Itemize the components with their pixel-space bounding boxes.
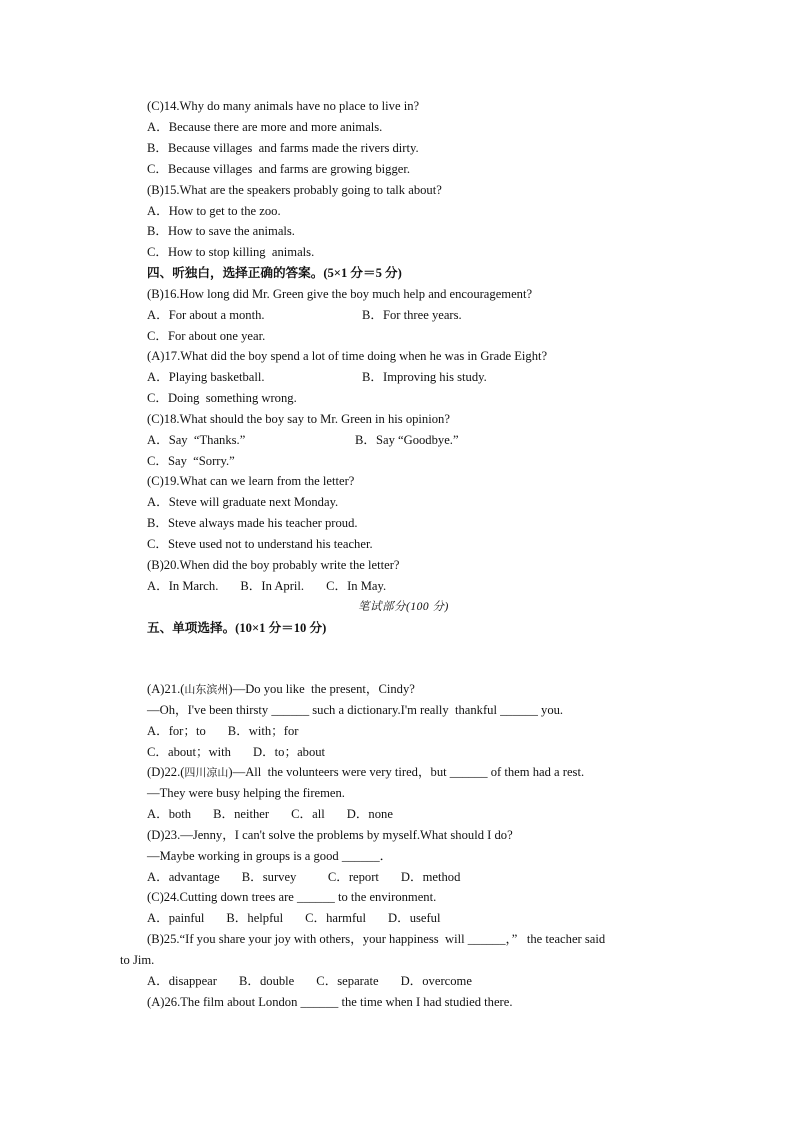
section-4-heading: 四、听独白，选择正确的答案。(5×1 分＝5 分) bbox=[147, 266, 402, 280]
option-18b: B．Say “Goodbye.” bbox=[355, 433, 459, 447]
options-24: A．painful B．helpful C．harmful D．useful bbox=[147, 911, 441, 925]
written-part-subtitle: 笔试部分(100 分) bbox=[358, 601, 449, 613]
question-23-line2: —Maybe working in groups is a good ______． bbox=[147, 849, 393, 863]
question-19: (C)19.What can we learn from the letter? bbox=[147, 474, 355, 488]
options-21ab: A．for；to B．with；for bbox=[147, 724, 299, 738]
question-20: (B)20.When did the boy probably write the letter? bbox=[147, 558, 400, 572]
question-source: 山东滨州 bbox=[184, 683, 229, 696]
question-17: (A)17.What did the boy spend a lot of time doing when he was in Grade Eight? bbox=[147, 349, 548, 363]
question-22-line2: —They were busy helping the firemen. bbox=[147, 786, 345, 800]
question-21 bbox=[147, 681, 415, 698]
options-23: A．advantage B．survey C．report D．method bbox=[147, 870, 461, 884]
options-20: A．In March. B．In April. C．In May. bbox=[147, 579, 387, 593]
question-18: (C)18.What should the boy say to Mr. Green in his opinion? bbox=[147, 412, 450, 426]
question-14: (C)14.Why do many animals have no place to live in? bbox=[147, 99, 420, 113]
option-17b: B．Improving his study. bbox=[362, 370, 487, 384]
question-25: (B)25.“If you share your joy with others，your happiness will ______，” the teacher said bbox=[147, 932, 606, 946]
question-21-line2: —Oh，I've been thirsty ______ such a dictionary.I'm really thankful ______ you. bbox=[147, 703, 564, 717]
question-26: (A)26.The film about London ______ the time when I had studied there. bbox=[147, 995, 513, 1009]
option-19c: C．Steve used not to understand his teacher. bbox=[147, 537, 373, 551]
option-15b: B．How to save the animals. bbox=[147, 224, 295, 238]
section-5-heading: 五、单项选择。(10×1 分＝10 分) bbox=[147, 621, 327, 635]
question-number: (A)21.( bbox=[147, 682, 185, 696]
question-source: 四川凉山 bbox=[184, 766, 229, 779]
question-16: (B)16.How long did Mr. Green give the boy much help and encouragement? bbox=[147, 287, 533, 301]
question-text: )—All the volunteers were very tired，but ______ of them had a rest. bbox=[228, 765, 585, 779]
question-text: )—Do you like the present，Cindy? bbox=[228, 682, 415, 696]
question-15: (B)15.What are the speakers probably going to talk about? bbox=[147, 183, 442, 197]
options-22: A．both B．neither C．all D．none bbox=[147, 807, 393, 821]
option-19a: A．Steve will graduate next Monday. bbox=[147, 495, 339, 509]
question-23: (D)23.—Jenny，I can't solve the problems by myself.What should I do? bbox=[147, 828, 513, 842]
option-14a: A．Because there are more and more animals. bbox=[147, 120, 383, 134]
option-15c: C．How to stop killing animals. bbox=[147, 245, 315, 259]
question-25-line2: to Jim. bbox=[120, 953, 155, 967]
option-17a: A．Playing basketball. bbox=[147, 370, 265, 384]
options-25: A．disappear B．double C．separate D．overcome bbox=[147, 974, 472, 988]
option-14c: C．Because villages and farms are growing bigger. bbox=[147, 162, 410, 176]
option-15a: A．How to get to the zoo. bbox=[147, 204, 281, 218]
option-16c: C．For about one year. bbox=[147, 329, 266, 343]
option-16a: A．For about a month. bbox=[147, 308, 265, 322]
options-21cd: C．about；with D．to；about bbox=[147, 745, 326, 759]
option-19b: B．Steve always made his teacher proud. bbox=[147, 516, 358, 530]
option-17c: C．Doing something wrong. bbox=[147, 391, 297, 405]
question-24: (C)24.Cutting down trees are ______ to the environment. bbox=[147, 890, 437, 904]
question-number: (D)22.( bbox=[147, 765, 185, 779]
option-18c: C．Say “Sorry.” bbox=[147, 454, 235, 468]
question-22 bbox=[147, 764, 584, 781]
option-18a: A．Say “Thanks.” bbox=[147, 433, 246, 447]
option-14b: B．Because villages and farms made the rivers dirty. bbox=[147, 141, 419, 155]
option-16b: B．For three years. bbox=[362, 308, 462, 322]
